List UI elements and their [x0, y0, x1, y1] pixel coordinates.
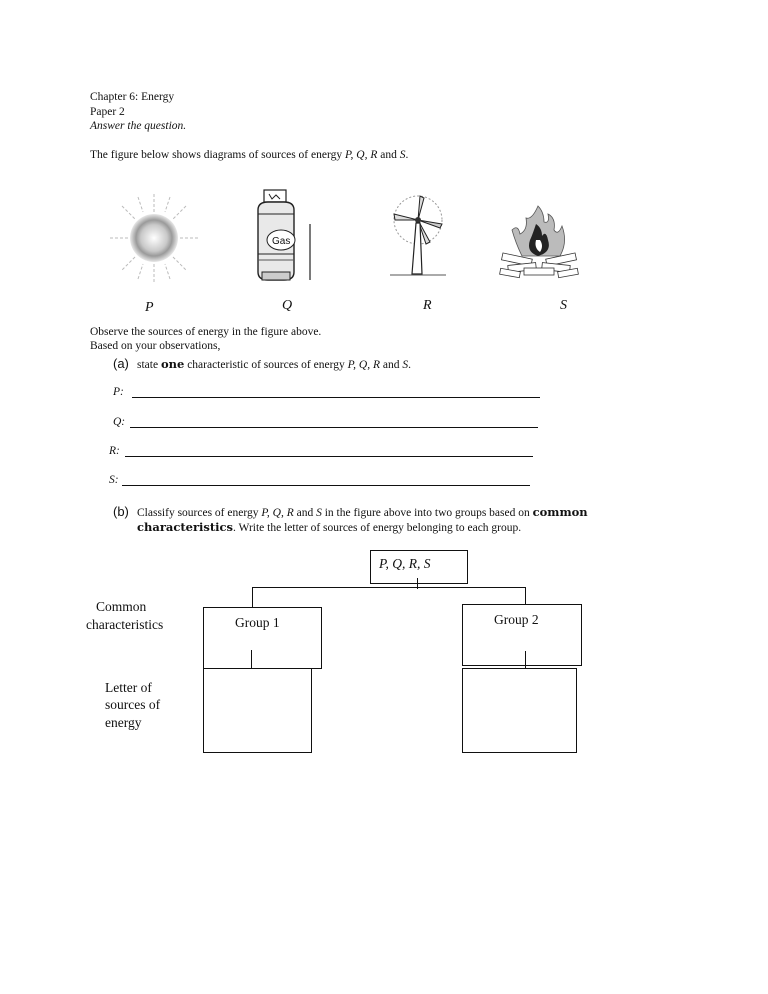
part-b-marker: (b) — [113, 504, 129, 519]
observe-line-1: Observe the sources of energy in the figure above. — [90, 326, 322, 338]
answer-line-q[interactable] — [130, 427, 538, 428]
row-label-common-1: Common — [96, 599, 147, 614]
campfire-icon — [498, 200, 582, 282]
group-2-letters-box[interactable] — [462, 668, 577, 753]
row-label-letter-1: Letter of — [105, 680, 152, 695]
group-1-letters-box[interactable] — [203, 668, 312, 753]
group-1-label: Group 1 — [235, 615, 280, 630]
part-a-marker: (a) — [113, 356, 129, 371]
gas-cylinder-icon — [252, 188, 327, 286]
answer-line-s[interactable] — [122, 485, 530, 486]
group-1-connector — [251, 650, 252, 668]
row-label-common-2: characteristics — [86, 617, 164, 632]
row-label-letter-2: sources of — [105, 697, 161, 712]
part-b-question-line-2: characteristics. Write the letter of sources of energy belonging to each group. — [137, 520, 522, 534]
root-box — [370, 550, 468, 584]
windmill-icon — [386, 190, 448, 282]
intro-text: The figure below shows diagrams of sources of energy P, Q, R and S. — [90, 149, 409, 161]
group-1-box[interactable] — [203, 607, 322, 669]
label-s: S — [560, 298, 567, 313]
chapter-title: Chapter 6: Energy — [90, 91, 175, 103]
group-2-label: Group 2 — [494, 612, 539, 627]
root-label: P, Q, R, S — [379, 556, 431, 571]
part-b-question-line-1: Classify sources of energy P, Q, R and S in the figure above into two groups based on common — [137, 505, 588, 519]
branch-right — [525, 587, 526, 605]
paper-label: Paper 2 — [90, 106, 125, 118]
label-r: R — [423, 298, 432, 313]
sun-icon — [108, 192, 200, 284]
answer-label-p: P: — [113, 386, 124, 398]
group-2-connector — [525, 651, 526, 668]
instruction: Answer the question. — [90, 120, 187, 132]
part-a-question: state one characteristic of sources of energy P, Q, R and S. — [137, 357, 411, 371]
answer-label-q: Q: — [113, 416, 126, 428]
group-2-box[interactable] — [462, 604, 582, 666]
answer-label-s: S: — [109, 474, 119, 486]
answer-line-r[interactable] — [125, 456, 533, 457]
gas-label: Gas — [272, 236, 291, 247]
branch-left — [252, 587, 253, 608]
branch-line — [252, 587, 526, 588]
answer-line-p[interactable] — [132, 397, 540, 398]
observe-line-2: Based on your observations, — [90, 340, 221, 352]
label-p: P — [145, 300, 154, 315]
row-label-letter-3: energy — [105, 715, 142, 730]
label-q: Q — [282, 298, 293, 313]
answer-label-r: R: — [109, 445, 120, 457]
